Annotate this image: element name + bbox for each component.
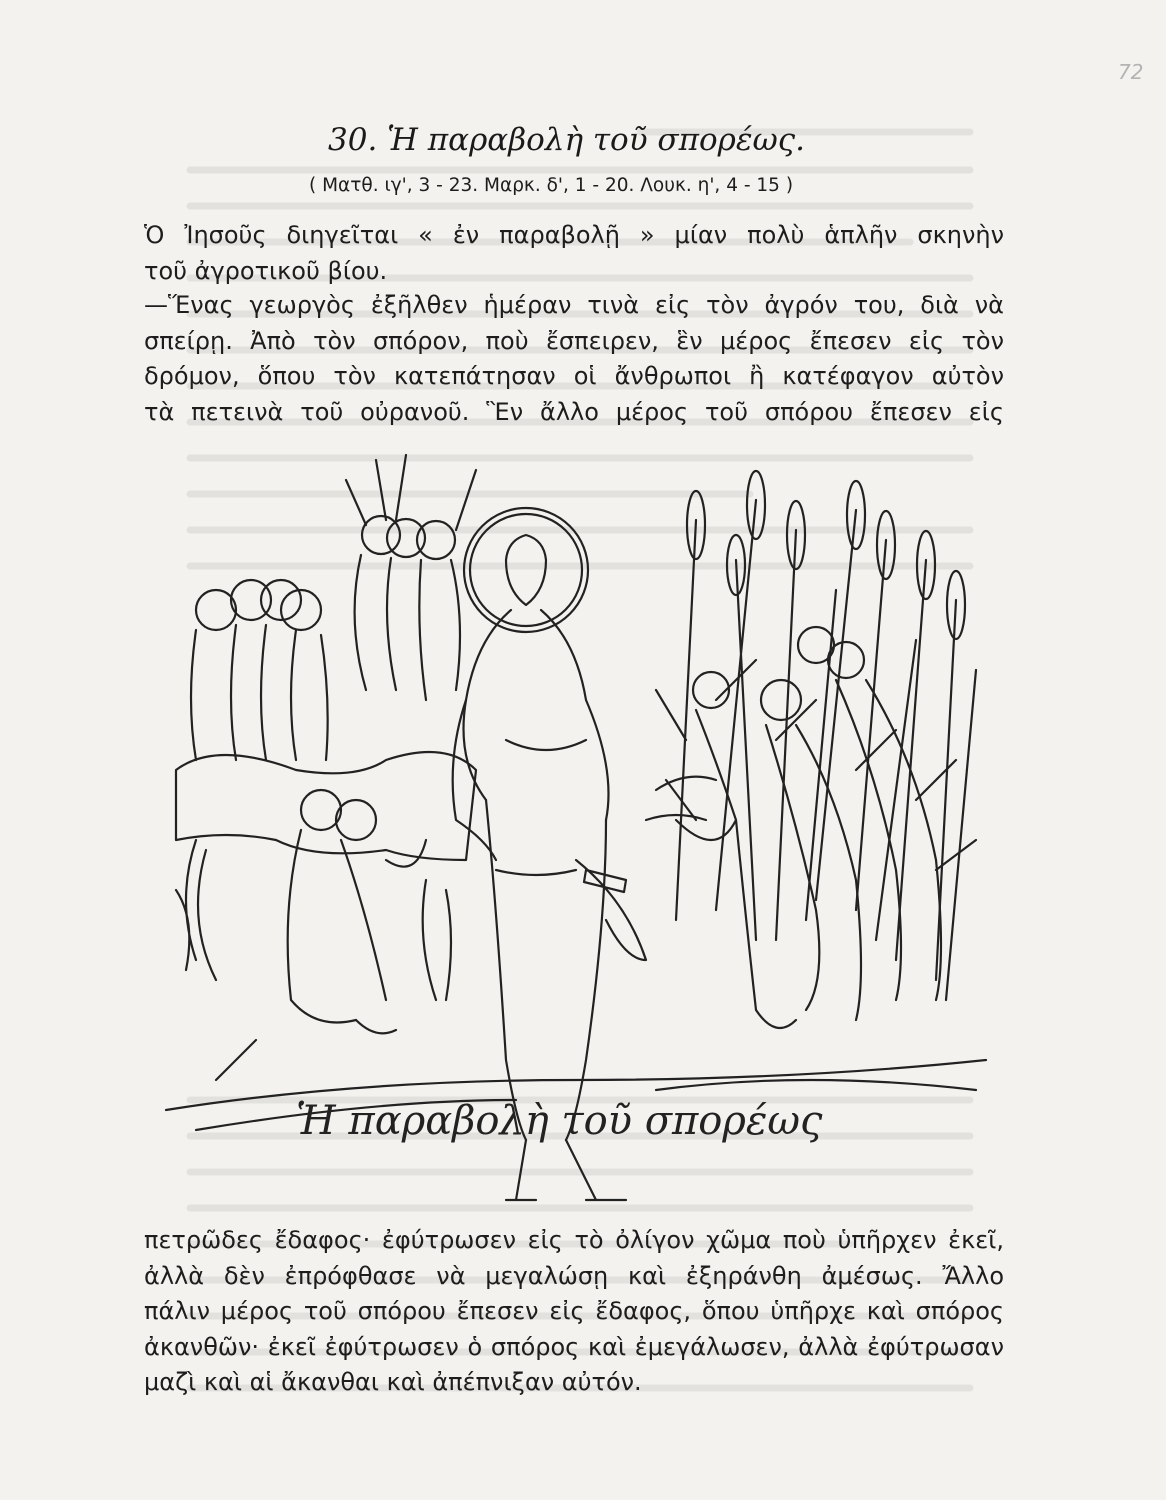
text-line: πετρῶδες ἔδαφος· ἐφύτρωσεν εἰς τὸ ὀλίγον χῶμα ποὺ ὑπῆρχεν ἐκεῖ,: [144, 1226, 1004, 1254]
seated-disciples-left: [176, 455, 476, 860]
scripture-references: ( Ματθ. ιγ', 3 - 23. Μαρκ. δ', 1 - 20. Λουκ. η', 4 - 15 ): [309, 175, 794, 196]
text-line: —Ἕνας γεωργὸς ἐξῆλθεν ἡμέραν τινὰ εἰς τὸν ἀγρόν του, διὰ νὰ: [144, 291, 1004, 319]
standing-disciples-right: [646, 627, 941, 1028]
kneeling-disciples: [176, 790, 451, 1080]
section-title: 30. Ἡ παραβολὴ τοῦ σπορέως.: [328, 122, 805, 158]
text-line: πάλιν μέρος τοῦ σπόρου ἔπεσεν εἰς ἔδαφος, ὅπου ὑπῆρχε καὶ σπόρος: [144, 1297, 1004, 1326]
intro-paragraph: [144, 218, 1004, 289]
continuation-paragraph: [144, 1223, 1004, 1401]
text-line: δρόμον, ὅπου τὸν κατεπάτησαν οἱ ἄνθρωποι ἢ κατέφαγον αὐτὸν: [144, 362, 1004, 391]
text-line: Ὁ Ἰησοῦς διηγεῖται « ἐν παραβολῇ » μίαν πολὺ ἁπλῆν σκηνὴν: [144, 221, 1004, 249]
christ-figure: [453, 508, 646, 1200]
text-line: τοῦ ἀγροτικοῦ βίου.: [144, 256, 388, 285]
page-number: 72: [1118, 60, 1144, 84]
story-paragraph: [144, 288, 1004, 430]
wheat-field: [656, 471, 976, 1000]
text-line: ἀλλὰ δὲν ἐπρόφθασε νὰ μεγαλώσῃ καὶ ἐξηράνθη ἀμέσως. Ἄλλο: [144, 1261, 1004, 1290]
text-line: σπείρῃ. Ἀπὸ τὸν σπόρον, ποὺ ἔσπειρεν, ἓν μέρος ἔπεσεν εἰς τὸν: [144, 326, 1004, 355]
text-line: μαζὶ καὶ αἱ ἄκανθαι καὶ ἀπέπνιξαν αὐτόν.: [144, 1368, 642, 1397]
illustration-caption: Ἡ παραβολὴ τοῦ σπορέως: [296, 1098, 823, 1144]
text-line: ἀκανθῶν· ἐκεῖ ἐφύτρωσεν ὁ σπόρος καὶ ἐμεγάλωσεν, ἀλλὰ ἐφύτρωσαν: [144, 1332, 1004, 1361]
text-line: τὰ πετεινὰ τοῦ οὐρανοῦ. Ἓν ἄλλο μέρος τοῦ σπόρου ἔπεσεν εἰς: [144, 397, 1004, 426]
